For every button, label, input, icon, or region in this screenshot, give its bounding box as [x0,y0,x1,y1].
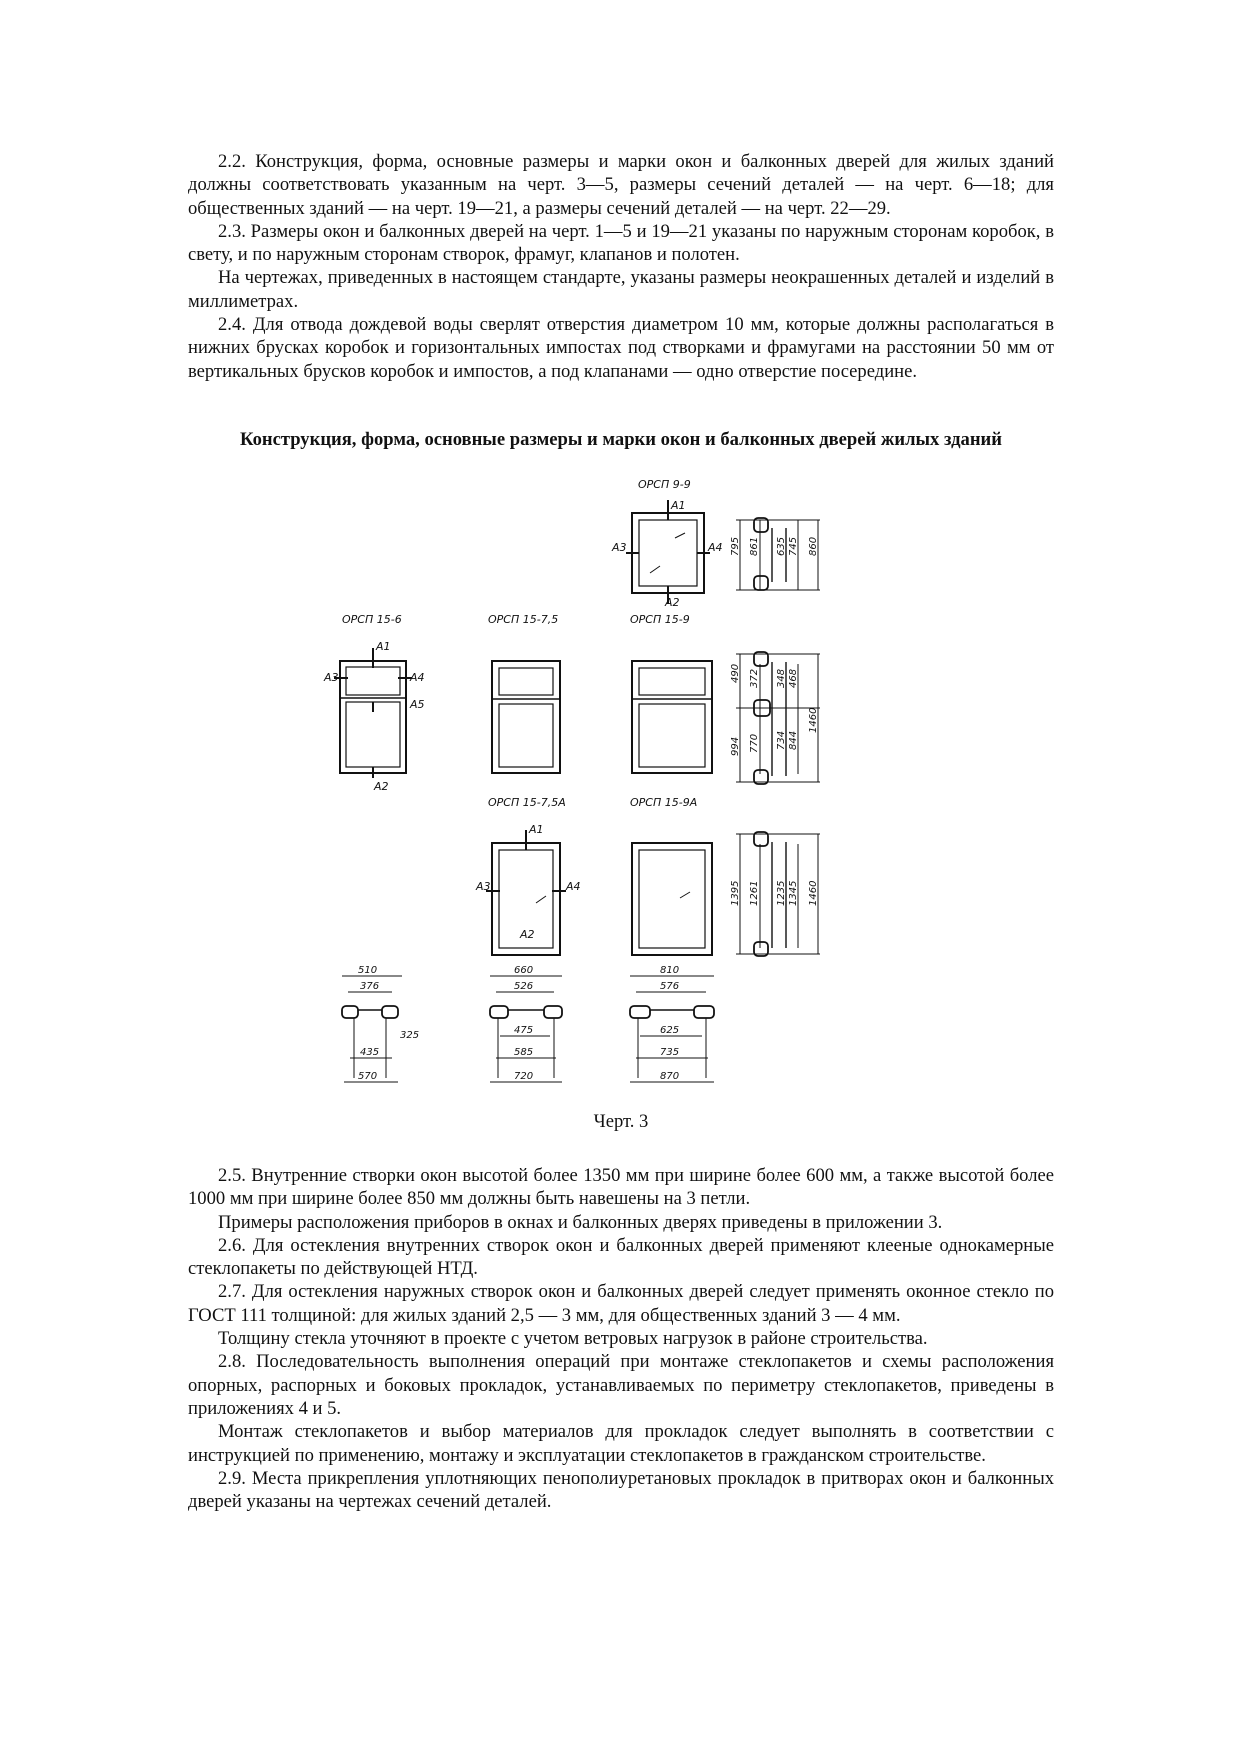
paragraph-2-7: 2.7. Для остекления наружных створок окон и балконных дверей следует применять оконное стекло по ГОСТ 111 толщиной: для жилых зданий 2,5 — 3 мм, для общественных зданий 3 — 4 мм. [188,1281,1054,1326]
label-a2-row1: А2 [665,596,680,609]
dim-row3-1: 1261 [749,880,760,906]
dim-row1-1: 861 [749,536,760,556]
label-a4-row1: А4 [708,541,723,554]
window-elevation-9-9 [626,500,710,604]
dim-row1-0: 795 [730,536,741,556]
label-a1-row2: А1 [376,640,391,653]
dim-row2-5: 770 [749,733,760,753]
mark-orsp-9-9: ОРСП 9-9 [638,478,691,491]
dim-s1-0: 510 [358,965,378,976]
dim-row2-3: 468 [788,668,799,688]
paragraph-2-6: 2.6. Для остекления внутренних створок окон и балконных дверей применяют клееные однокамерные стеклопакеты по действующей НТД. [188,1234,1054,1280]
label-a3-row3: А3 [476,880,491,893]
text-block-bottom [188,1164,1054,1513]
mark-orsp-15-9: ОРСП 15-9 [630,613,690,626]
mark-orsp-15-7-5a: ОРСП 15-7,5А [488,796,566,809]
dim-row1-4: 860 [808,536,819,556]
mark-orsp-15-9a: ОРСП 15-9А [630,796,698,809]
paragraph-2-2: 2.2. Конструкция, форма, основные размеры и марки окон и балконных дверей для жилых зданий должны соответствовать указанным на черт. 3—5, размеры сечений деталей — на черт. 6—18; для общественных зданий — на черт. 19—21, а размеры сечений деталей — на черт. 22—29. [188,151,1054,219]
paragraph-glass-thickness: Толщину стекла уточняют в проекте с учетом ветровых нагрузок в районе строительства. [218,1328,928,1350]
dim-s3-2: 625 [660,1025,680,1036]
dim-s1-1: 376 [360,981,380,992]
dim-s3-1: 576 [660,981,680,992]
dim-s2-0: 660 [514,965,534,976]
dim-row2-1: 372 [749,668,760,688]
dim-s2-2: 475 [514,1025,534,1036]
paragraph-2-5: 2.5. Внутренние створки окон высотой более 1350 мм при ширине более 600 мм, а также высотой более 1000 мм при ширине более 850 мм должны быть навешены на 3 петли. [188,1165,1054,1210]
label-a2-row2: А2 [374,780,389,793]
dim-row2-6: 734 [776,730,787,750]
mark-orsp-15-6: ОРСП 15-6 [342,613,402,626]
window-elevation-15-9a [632,843,712,955]
dim-row2-4: 994 [730,736,741,756]
window-elevation-15-9 [632,661,712,773]
dim-s2-3: 585 [514,1047,534,1058]
dim-s3-0: 810 [660,965,680,976]
paragraph-mounting: Монтаж стеклопакетов и выбор материалов для прокладок следует выполнять в соответствии с инструкцией по применению, монтажу и эксплуатации стеклопакетов в гражданском строительстве. [188,1421,1054,1466]
dim-row2-2: 348 [776,668,787,688]
label-a3-row1: А3 [612,541,627,554]
label-a5-row2: А5 [410,698,425,711]
label-a4-row2: А4 [410,671,425,684]
paragraph-hardware-note: Примеры расположения приборов в окнах и балконных дверях приведены в приложении 3. [218,1211,943,1233]
figure-caption: Черт. 3 [593,1111,649,1132]
dim-row3-3: 1345 [788,880,799,906]
label-a2-row3: А2 [520,928,535,941]
dim-row3-4: 1460 [808,880,819,906]
paragraph-drawings-note: На чертежах, приведенных в настоящем стандарте, указаны размеры неокрашенных деталей и изделий в миллиметрах. [188,267,1054,312]
dim-row3-0: 1395 [730,880,741,906]
label-a4-row3: А4 [566,880,581,893]
dim-s1-4: 570 [358,1071,378,1082]
paragraph-2-3: 2.3. Размеры окон и балконных дверей на черт. 1—5 и 19—21 указаны по наружным сторонам коробок, в свету, и по наружным сторонам створок, фрамуг, клапанов и полотен. [188,220,1054,266]
mark-orsp-15-7-5: ОРСП 15-7,5 [488,613,559,626]
dim-row2-7: 844 [788,730,799,750]
figure-heading: Конструкция, форма, основные размеры и марки окон и балконных дверей жилых зданий [240,429,1002,450]
paragraph-2-8: 2.8. Последовательность выполнения операций при монтаже стеклопакетов и схемы расположения опорных, распорных и боковых прокладок, устанавливаемых по периметру стеклопакетов, приведены в приложениях 4 и 5. [188,1351,1054,1419]
dim-s3-4: 870 [660,1071,680,1082]
window-elevation-15-6 [334,648,412,778]
dim-s1-2: 325 [400,1030,420,1041]
dim-s2-4: 720 [514,1071,534,1082]
window-elevation-15-7-5 [492,661,560,773]
text-block-top [188,150,1054,383]
dim-s2-1: 526 [514,981,534,992]
label-a1-row3: А1 [529,823,544,836]
dim-row1-2: 635 [776,536,787,556]
paragraph-2-9: 2.9. Места прикрепления уплотняющих пенополиуретановых прокладок в притворах окон и балконных дверей указаны на чертежах сечений деталей. [188,1467,1054,1513]
dim-row2-8: 1460 [808,707,819,733]
dim-row1-3: 745 [788,536,799,556]
label-a1-row1: А1 [671,499,686,512]
dim-row2-0: 490 [730,663,741,683]
label-a3-row2: А3 [324,671,339,684]
dim-row3-2: 1235 [776,880,787,906]
dim-s1-3: 435 [360,1047,380,1058]
dim-s3-3: 735 [660,1047,680,1058]
paragraph-2-4: 2.4. Для отвода дождевой воды сверлят отверстия диаметром 10 мм, которые должны располагаться в нижних брусках коробок и горизонтальных импостах под створками и фрамугами на расстоянии 50 мм от вертикальных брусков коробок и импостов, а под клапанами — одно отверстие посередине. [188,314,1054,382]
window-drawing [324,478,940,1108]
